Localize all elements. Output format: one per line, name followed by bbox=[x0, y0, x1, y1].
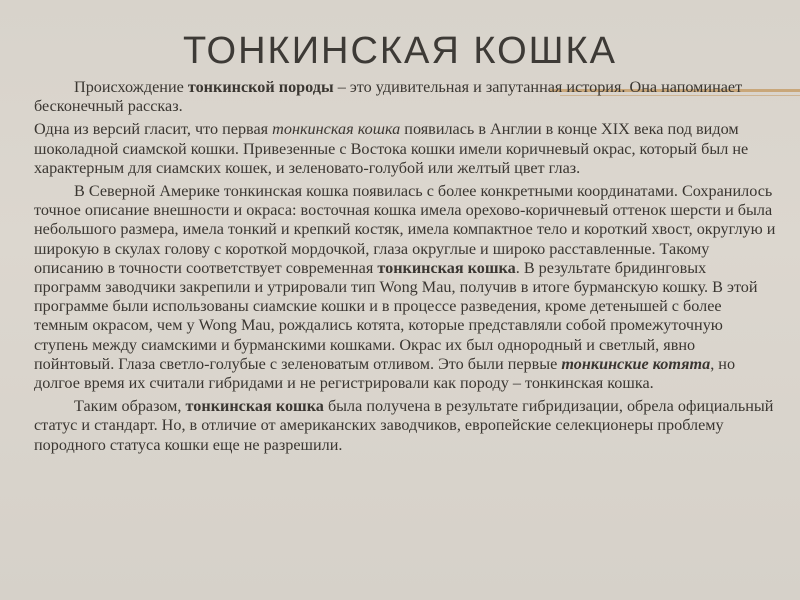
text-run: была получена в результате гибридизации, обрела официальный статус и стандарт. Но, в отличие от американских заводчиков, европейские селекционеры проблему породного статуса кошки еще не разрешили. bbox=[34, 397, 774, 454]
text-run: Таким образом, bbox=[74, 397, 186, 416]
text-run-bold-italic: тонкинские котята bbox=[561, 354, 711, 373]
text-run: – это удивительная и запутанная история. Она напоминает бесконечный рассказ. bbox=[34, 78, 743, 116]
text-run-bold: тонкинская кошка bbox=[185, 397, 324, 416]
text-run: В Северной Америке тонкинская кошка появилась с более конкретными координатами. Сохранилось точное описание внешности и окраса: восточная кошка имела орехово-коричневый оттенок шерсти и была небольшого размера, имела тонкий и крепкий костяк, имела компактное тело и короткий хвост, округлую и широкую в скулах голову с короткой мордочкой, глаза округлые и широко расставленные. Такому описанию в точности соответствует современная bbox=[34, 182, 776, 277]
text-run-bold: тонкинская кошка bbox=[377, 258, 516, 277]
text-run: появилась в Англии в конце XIX века под видом шоколадной сиамской кошки. Привезенные с Востока кошки имели коричневый окрас, который был не характерным для сиамских кошек, и зеленовато-голубой или желтый цвет глаз. bbox=[34, 120, 749, 177]
text-run: . В результате бридинговых программ заводчики закрепили и утрировали тип Wong Mau, получив в итоге бурманскую кошку. В этой программе были использованы сиамские кошки и в процессе разведения, кроме детенышей с более темным окрасом, чем у Wong Mau, рождались котята, которые представляли собой промежуточную ступень между сиамскими и бурманскими кошками. Окрас их был однородный и светлый, явно пойнтовый. Глаза светло-голубые с зеленоватым отливом. Это были первые bbox=[34, 258, 758, 373]
slide-title: ТОНКИНСКАЯ КОШКА bbox=[183, 30, 617, 72]
text-run-italic: тонкинская кошка bbox=[272, 120, 401, 139]
text-run: Одна из версий гласит, что первая bbox=[34, 120, 273, 139]
paragraph-2 bbox=[34, 120, 776, 178]
paragraph-1 bbox=[34, 78, 776, 116]
text-run: , но долгое время их считали гибридами и не регистрировали как породу – тонкинская кошка. bbox=[34, 354, 736, 393]
text-run-bold: тонкинской породы bbox=[187, 78, 334, 96]
text-run: Происхождение bbox=[74, 78, 188, 96]
slide-body bbox=[34, 78, 776, 459]
paragraph-3 bbox=[34, 182, 776, 393]
paragraph-4 bbox=[34, 397, 776, 455]
